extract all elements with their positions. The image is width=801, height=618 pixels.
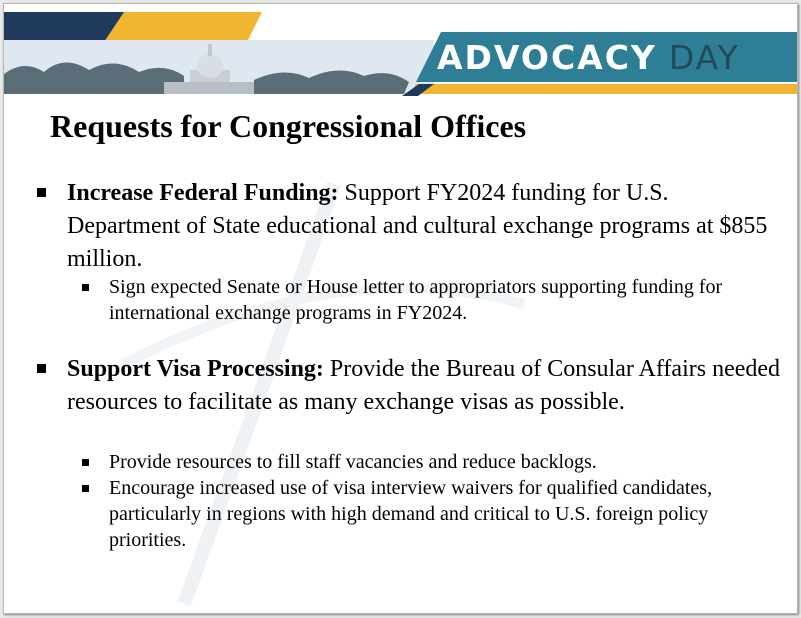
slide-title: Requests for Congressional Offices — [50, 108, 527, 144]
bullet-heading: Increase Federal Funding: — [67, 180, 339, 206]
bullet-heading: Support Visa Processing: — [67, 356, 324, 382]
slide — [3, 3, 798, 614]
banner-word-advocacy: ADVOCACY — [437, 37, 657, 77]
bullet-marker — [37, 188, 46, 197]
bullet-visa — [67, 353, 782, 419]
sub-bullet-marker — [82, 284, 89, 291]
sub-bullet-waivers — [109, 475, 789, 553]
banner-gold-stripe — [104, 12, 262, 42]
advocacy-day-logo-text — [437, 32, 740, 82]
banner-word-day: DAY — [668, 37, 740, 77]
sub-bullet-resources — [109, 449, 789, 475]
bullet-funding — [67, 177, 782, 276]
bullet-marker — [37, 364, 46, 373]
sub-bullet-text: Encourage increased use of visa interview waivers for qualified candidates, particularly in regions with high demand and critical to U.S. foreign policy priorities. — [109, 477, 713, 551]
sub-bullet-marker — [82, 485, 89, 492]
bullet-text: Support FY2024 funding for U.S. Department of State educational and cultural exchange programs at $855 million. — [67, 180, 768, 272]
sub-bullet-text: Provide resources to fill staff vacancies and reduce backlogs. — [109, 451, 597, 473]
bullet-text: Provide the Bureau of Consular Affairs needed resources to facilitate as many exchange visas as possible. — [67, 356, 781, 415]
sub-bullet-letter — [109, 274, 789, 326]
sub-bullet-marker — [82, 459, 89, 466]
banner-gold-accent — [411, 84, 797, 94]
sub-bullet-text: Sign expected Senate or House letter to appropriators supporting funding for international exchange programs in FY2024. — [109, 276, 723, 324]
